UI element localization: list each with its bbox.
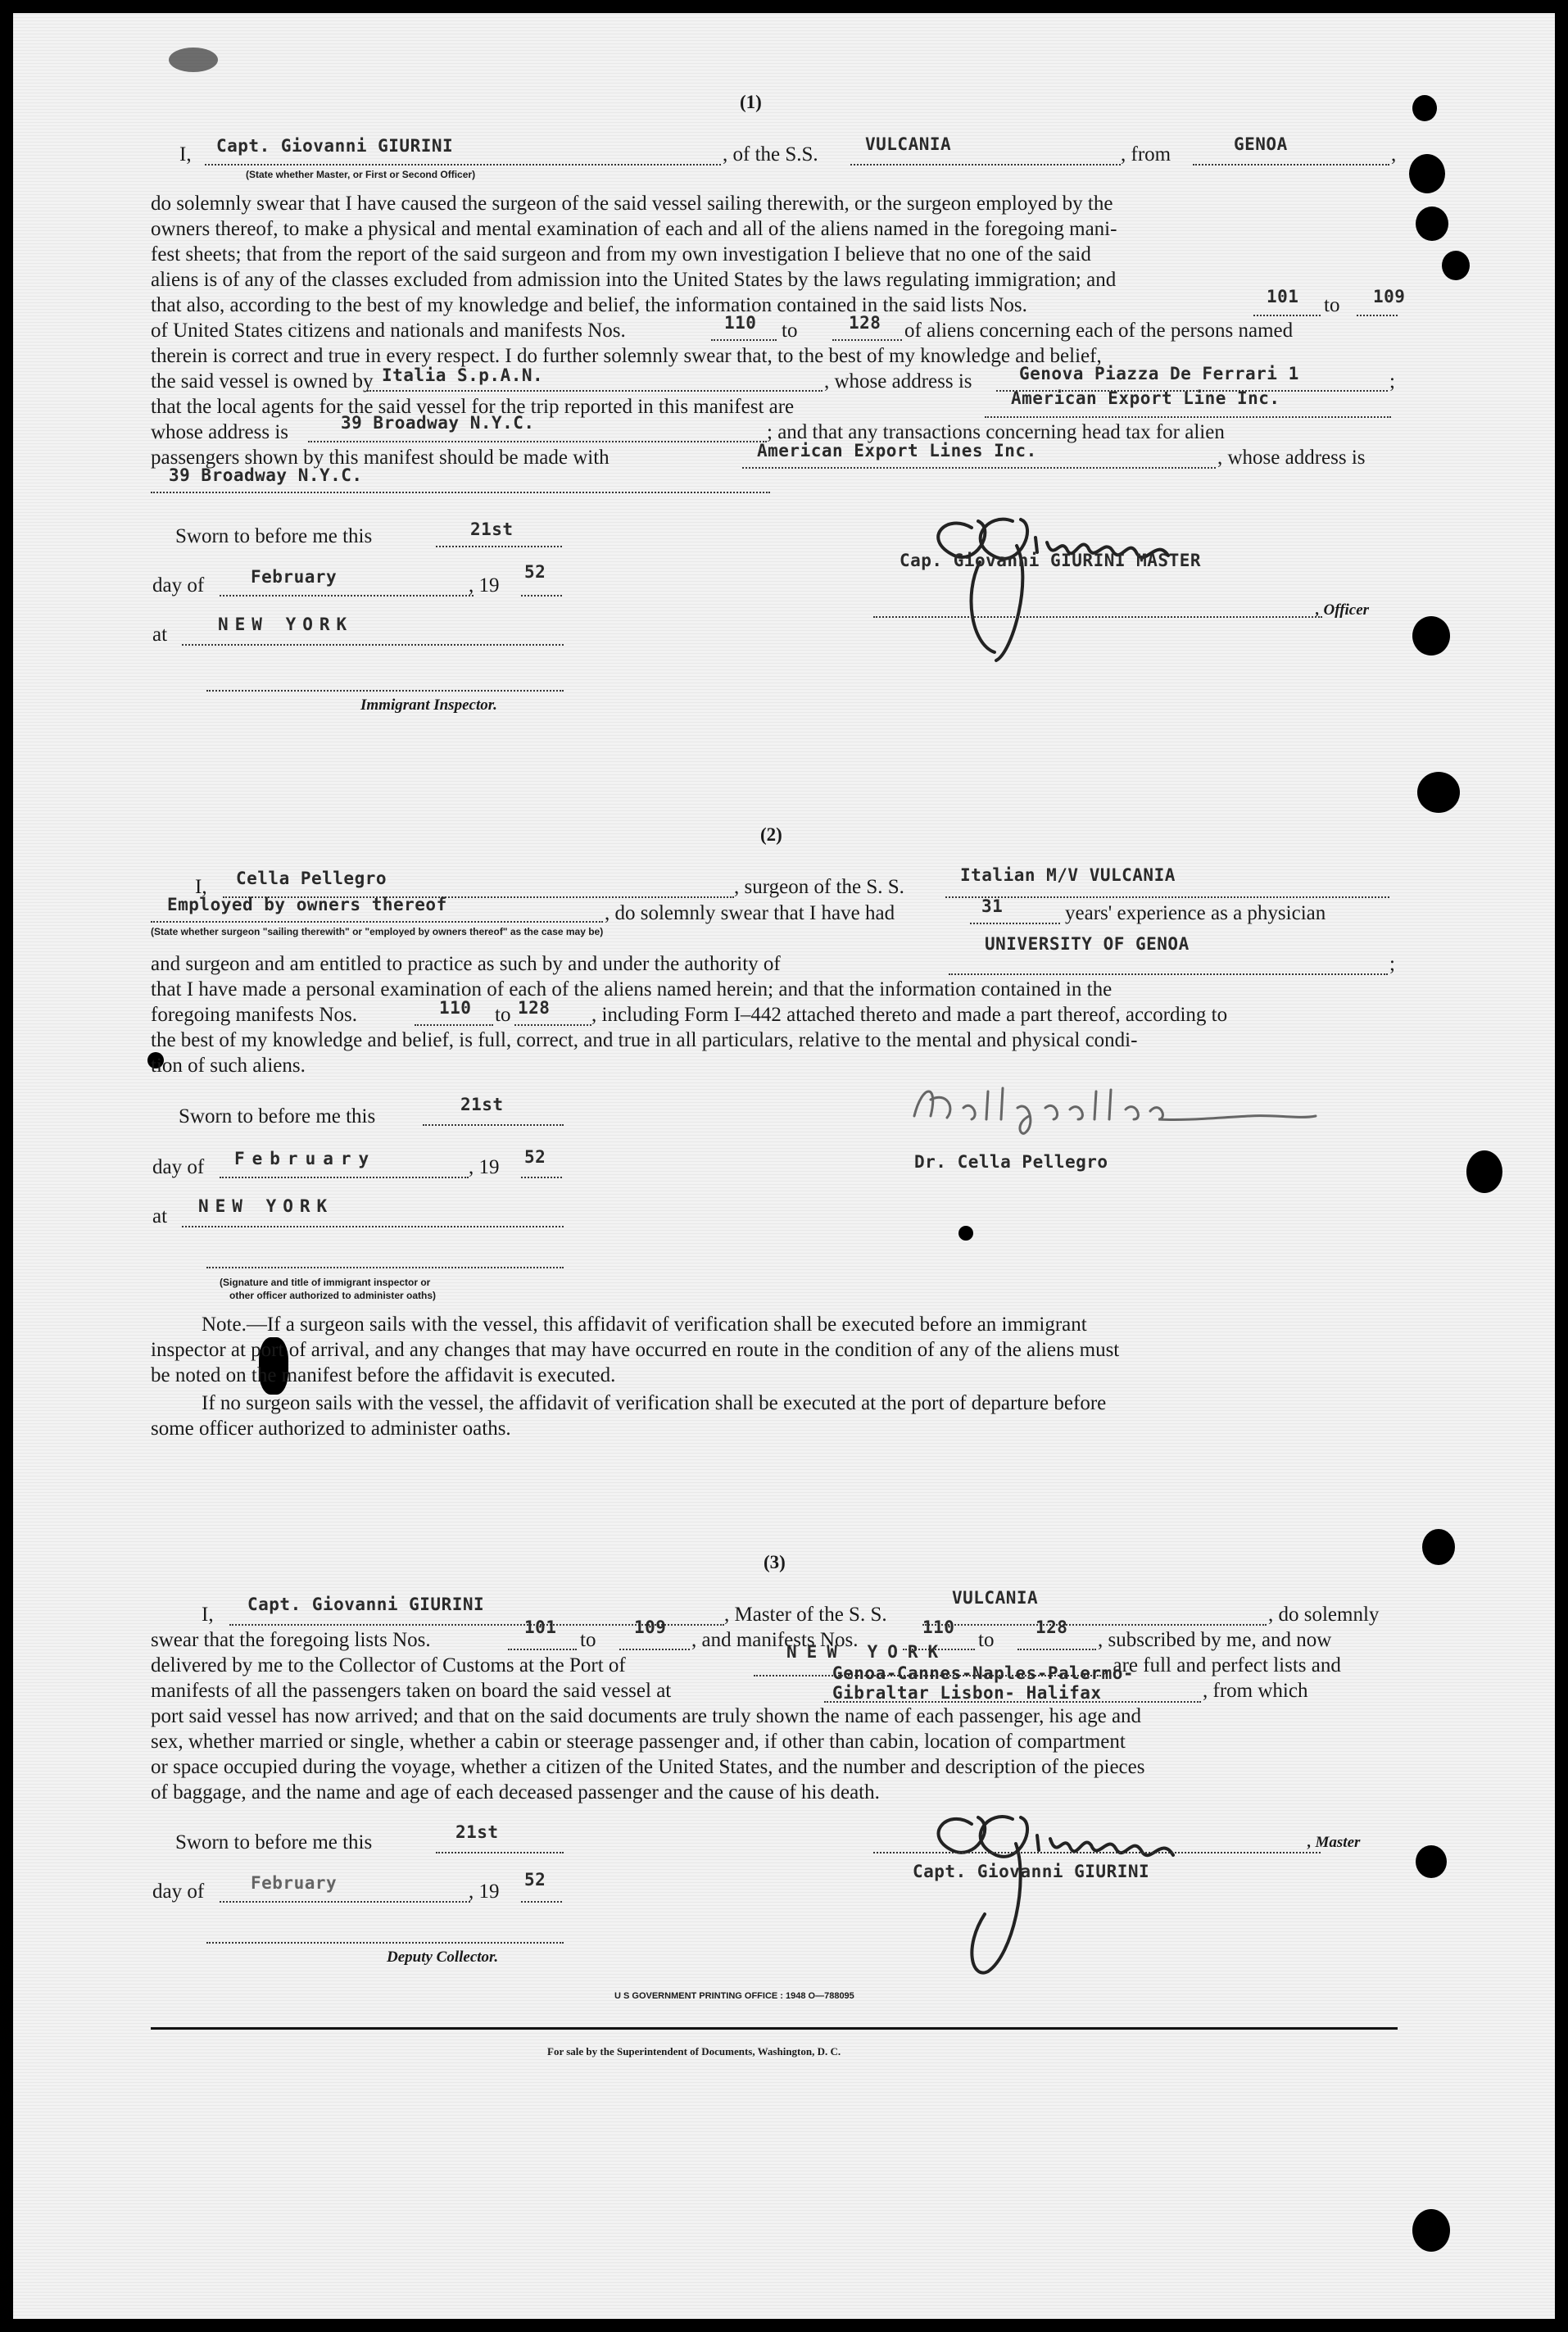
sec2-surgeon-signature (906, 1075, 1348, 1141)
sec2-employment: Employed by owners thereof (167, 895, 447, 914)
punch-hole (1416, 206, 1448, 241)
sec1-officer-label: , Officer (1316, 601, 1370, 619)
sec1-from-port: GENOA (1234, 134, 1288, 154)
sec2-employment-note: (State whether surgeon "sailing therewith" or "employed by owners thereof" as the case may be) (151, 926, 604, 937)
sec1-agents-address: 39 Broadway N.Y.C. (341, 413, 535, 433)
sec3-day: 21st (455, 1822, 499, 1842)
sec3-collector-label: Deputy Collector. (387, 1949, 499, 1966)
sec2-university: UNIVERSITY OF GENOA (985, 934, 1190, 954)
sec1-of-ss: , of the S.S. (723, 143, 818, 166)
punch-hole (1442, 251, 1470, 280)
sec1-signer: Cap. Giovanni GIURINI MASTER (900, 551, 1202, 570)
sec3-port: NEW YORK (786, 1642, 949, 1662)
sec3-master-signature (906, 1791, 1316, 1980)
sec3-ports-line2: Gibraltar Lisbon- Halifax (832, 1683, 1102, 1703)
sec3-lists-from: 101 (524, 1617, 557, 1637)
section-1-number: (1) (740, 92, 762, 112)
sec3-ports-line1: Genoa-Cannes-Naples-Palermo- (832, 1663, 1135, 1683)
punch-hole (1417, 772, 1460, 813)
sale-notice: For sale by the Superintendent of Documents, Washington, D. C. (547, 2045, 841, 2058)
sec2-years: 31 (981, 896, 1004, 916)
sec1-from-label: , from (1121, 143, 1171, 166)
sec1-officer-name: Capt. Giovanni GIURINI (216, 136, 454, 156)
sec2-vessel: Italian M/V VULCANIA (960, 865, 1176, 885)
punch-hole (1412, 95, 1437, 121)
sec1-manifests-to: 128 (849, 313, 881, 333)
section-2-number: (2) (760, 824, 782, 845)
ink-blot (169, 48, 218, 72)
sec1-lists-to: 109 (1373, 287, 1406, 306)
manifest-affidavit-page: (1) I, Capt. Giovanni GIURINI , of the S.S. VULCANIA , from GENOA , (State whether Master, or First or Second Officer) do solemnly swear that I have caused the surgeon of the said vessel sailing therewith, or the surgeon employed by the owners thereof, to make a physical and mental examination of each and all of the aliens named in the foregoing mani- fest sheets; that from the report of the said surgeon and from my own investigation I believe that no one of the said aliens is of any of the classes excluded from admission into the United States by the laws regulating immigration; and that also, according to the best of my knowledge and belief, the information contained in the said lists Nos. 101 to 109 of United States citizens and nationals and manifests Nos. 110 to 128 of aliens concerning each of the persons named therein is correct and true in every respect. I do further solemnly swear that, to the best of my knowledge and belief, the said vessel is owned by Italia S.p.A.N. , whose address is Genova Piazza De Ferrari 1 ; that the local agents for the said vessel for the trip reported in this manifest are American Export Line Inc. whose address is 39 Broadway N.Y.C. ; and that any transactions concerning head tax for alien passengers shown by this manifest should be made with American Export Lines Inc. , whose address is 39 Broadway N.Y.C. Sworn to before me this 21st day of February , 19 52 at NEW YORK Immigrant Inspector. Cap. Giovanni GIURINI MASTER , Officer (2) I, Cella Pellegro , surgeon of the S. S. Italian M/V VULCANIA Employed by owners thereof , do solemnly swear that I have had 31 years' experience as a physician (State whether surgeon "sailing therewith" or "employed by owners thereof" as the case may be) UNIVERSITY OF GENOA and surgeon and am entitled to practice as such by and under the authority of ; that I have made a personal examination of each of the aliens named herein; and that the information contained in the foregoing manifests Nos. 110 to 128 , including Form I–442 attached thereto and made a part thereof, according to the best of my knowledge and belief, is full, correct, and true in all particulars, relative to the mental and physical condi- tion of such aliens. Sworn to before me this 21st day of February , 19 52 at NEW YORK (Signature and title of immigrant inspector or other officer authorized to administer oaths) Dr. Cella Pellegro Note.—If a surgeon sails with the vessel, this affidavit of verification shall be executed before an immigrant inspector at port of arrival, and any changes that may have occurred en route in the condition of any of the aliens must be noted on the manifest before the affidavit is executed. If no surgeon sails with the vessel, the affidavit of verification shall be executed at the port of departure before some officer authorized to administer oaths. (3) I, Capt. Giovanni GIURINI , Master of the S. S. VULCANIA , do solemnly swear that the foregoing lists Nos. 101 to 109 , and manifests Nos. 110 to 128 , subscribed by me, and now delivered by me to the Collector of Customs at the Port of NEW YORK , are full and perfect lists and manifests of all the passengers taken on board the said vessel at Genoa-Cannes-Naples-Palermo- Gibraltar Lisbon- Halifax , from which port said vessel has now arrived; and that on the said documents are truly shown the name of each passenger, his age and sex, whether married or single, whether a cabin or steerage passenger and, if other than cabin, location of compartment or space occupied during the voyage, whether a citizen of the United States, and the number and description of the pieces of baggage, and the name and age of each deceased passenger and the cause of his death. Sworn to before me this 21st day of February , 19 52 Deputy Collector. , Master Capt. Giovanni GIURINI U S GOVERNMENT PRINTING OFFICE : 1948 O—788095 For sale by the Superintendent of Documents, Washington, D. C. (13, 13, 1555, 2319)
sec1-owner-address: Genova Piazza De Ferrari 1 (1019, 364, 1299, 383)
punch-hole (1416, 1845, 1447, 1878)
punch-hole (1422, 1529, 1455, 1565)
sec3-manifests-from: 110 (922, 1617, 955, 1637)
sec1-agents: American Export Line Inc. (1011, 388, 1280, 408)
sec1-place: NEW YORK (218, 615, 354, 634)
sec1-tax-agent: American Export Lines Inc. (757, 441, 1037, 461)
sec3-year: 52 (524, 1870, 546, 1890)
section-3-number: (3) (764, 1552, 786, 1572)
punch-hole (1466, 1150, 1502, 1193)
sec1-officer-note: (State whether Master, or First or Second Officer) (246, 169, 476, 180)
sec3-month: February (251, 1873, 338, 1893)
sec1-manifests-from: 110 (724, 313, 757, 333)
sec2-surgeon-name: Cella Pellegro (236, 869, 387, 888)
sec3-signer: Capt. Giovanni GIURINI (913, 1862, 1150, 1881)
punch-hole (1412, 2209, 1450, 2252)
ink-blot (958, 1226, 973, 1241)
sec2-year: 52 (524, 1147, 546, 1167)
sec1-inspector-label: Immigrant Inspector. (360, 696, 497, 714)
sec2-place: NEW YORK (198, 1196, 334, 1216)
sec1-lists-from: 101 (1267, 287, 1299, 306)
sec1-day: 21st (470, 519, 514, 539)
sec1-vessel: VULCANIA (865, 134, 952, 154)
sec3-master-name: Capt. Giovanni GIURINI (247, 1595, 485, 1614)
punch-hole (1409, 154, 1445, 193)
sec2-manifests-from: 110 (439, 998, 472, 1018)
sec2-manifests-to: 128 (518, 998, 551, 1018)
sec1-tax-address: 39 Broadway N.Y.C. (169, 465, 363, 485)
sec2-signer: Dr. Cella Pellegro (914, 1152, 1108, 1172)
sec3-manifests-to: 128 (1036, 1617, 1068, 1637)
sec1-year: 52 (524, 562, 546, 582)
sec1-i-label: I, (179, 143, 192, 166)
sec3-lists-to: 109 (634, 1617, 667, 1637)
sec3-vessel: VULCANIA (952, 1588, 1039, 1608)
gpo-imprint: U S GOVERNMENT PRINTING OFFICE : 1948 O—788095 (614, 1991, 854, 2001)
sec2-day: 21st (460, 1095, 504, 1114)
punch-hole (1412, 616, 1450, 656)
sec1-captain-signature (873, 488, 1299, 669)
sec1-owner: Italia S.p.A.N. (382, 365, 544, 385)
footer-rule (151, 2027, 1398, 2030)
sec3-master-label: , Master (1307, 1834, 1361, 1851)
sec2-month: February (234, 1149, 377, 1168)
sec1-month: February (251, 567, 338, 587)
